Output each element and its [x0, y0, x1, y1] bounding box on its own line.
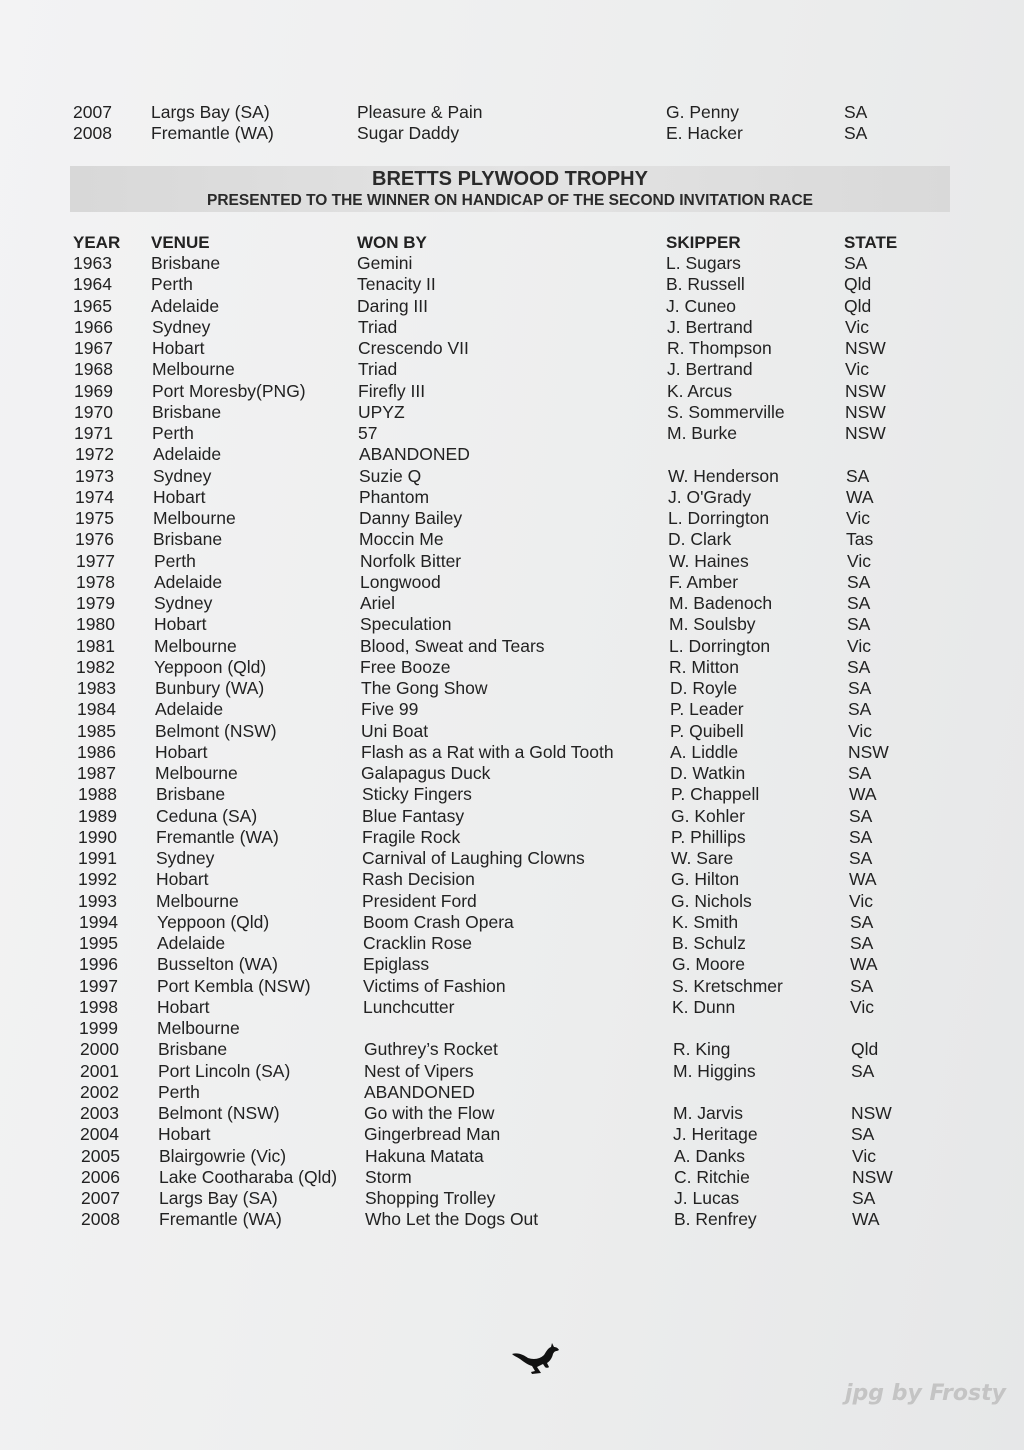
cell-state: Qld: [844, 295, 872, 316]
table-row: [0, 636, 1024, 657]
cell-state: SA: [844, 253, 868, 273]
table-row: [0, 1124, 1024, 1145]
cell-year: 2008: [73, 123, 112, 143]
cell-year: 1979: [76, 593, 115, 613]
cell-venue: Adelaide: [153, 444, 222, 465]
cell-won-by: Norfolk Bitter: [360, 550, 462, 571]
cell-venue: Belmont (NSW): [155, 720, 277, 741]
cell-venue: Belmont (NSW): [158, 1103, 280, 1123]
cell-skipper: G. Kohler: [671, 805, 745, 826]
cell-venue: Hobart: [157, 996, 210, 1017]
cell-year: 1980: [76, 614, 115, 635]
cell-year: 1963: [73, 253, 112, 273]
cell-venue: Adelaide: [151, 295, 220, 316]
cell-state: SA: [844, 123, 868, 143]
cell-skipper: S. Sommerville: [667, 401, 785, 422]
cell-won-by: Gingerbread Man: [364, 1124, 501, 1145]
cell-skipper: M. Burke: [667, 423, 738, 443]
table-row: [0, 721, 1024, 742]
cell-venue: Melbourne: [156, 890, 239, 911]
cell-year: 1978: [76, 571, 115, 592]
cell-won-by: Uni Boat: [361, 720, 429, 741]
cell-venue: Melbourne: [152, 359, 235, 380]
cell-won-by: Cracklin Rose: [363, 933, 472, 953]
cell-state: SA: [851, 1124, 875, 1145]
cell-won-by: Longwood: [360, 571, 441, 592]
cell-state: WA: [846, 486, 874, 507]
cell-year: 1989: [78, 805, 117, 826]
cell-won-by: Hakuna Matata: [365, 1145, 484, 1166]
cell-state: SA: [846, 465, 870, 486]
cell-state: WA: [850, 954, 878, 975]
cell-venue: Fremantle (WA): [156, 826, 279, 847]
cell-year: 1998: [79, 996, 118, 1017]
cell-state: NSW: [851, 1103, 892, 1123]
cell-state: Vic: [849, 890, 873, 911]
cell-venue: Port Kembla (NSW): [157, 975, 311, 996]
table-row: [0, 1039, 1024, 1060]
cell-skipper: J. Bertrand: [667, 359, 753, 380]
table-row: [0, 1188, 1024, 1209]
cell-year: 1997: [79, 975, 118, 996]
cell-skipper: F. Amber: [669, 571, 739, 592]
cell-venue: Port Moresby(PNG): [152, 380, 306, 401]
header-venue: VENUE: [151, 233, 210, 252]
cell-skipper: W. Haines: [669, 550, 749, 571]
cell-year: 1968: [74, 359, 113, 380]
cell-year: 2005: [81, 1145, 120, 1166]
table-row: [0, 869, 1024, 890]
table-row: [0, 763, 1024, 784]
cell-venue: Sydney: [153, 465, 212, 486]
cell-won-by: Free Booze: [360, 656, 451, 677]
cell-year: 1965: [73, 295, 112, 316]
cell-won-by: Blue Fantasy: [362, 805, 465, 826]
cell-year: 2002: [80, 1081, 119, 1102]
cell-venue: Melbourne: [157, 1018, 240, 1038]
header-year: YEAR: [73, 233, 121, 252]
cell-won-by: The Gong Show: [361, 678, 488, 698]
table-row: [0, 381, 1024, 402]
cell-skipper: L. Dorrington: [668, 508, 770, 528]
table-row: [0, 1018, 1024, 1039]
cell-skipper: P. Quibell: [670, 720, 744, 741]
cell-year: 1986: [77, 741, 116, 762]
cell-year: 1970: [74, 401, 113, 422]
cell-won-by: Galapagus Duck: [361, 763, 491, 783]
table-row: [0, 912, 1024, 933]
table-row: [0, 317, 1024, 338]
cell-venue: Ceduna (SA): [156, 805, 258, 826]
cell-skipper: R. Thompson: [667, 338, 772, 358]
cell-state: SA: [850, 911, 874, 932]
cell-won-by: Speculation: [360, 614, 452, 635]
table-row: [0, 253, 1024, 274]
cell-won-by: Sticky Fingers: [362, 784, 472, 805]
cell-state: SA: [848, 763, 872, 783]
cell-won-by: Lunchcutter: [363, 996, 455, 1017]
cell-venue: Perth: [151, 274, 193, 295]
cell-won-by: UPYZ: [358, 401, 405, 422]
cell-won-by: Five 99: [361, 699, 419, 720]
kangaroo-icon: [508, 1340, 568, 1380]
cell-year: 2004: [80, 1124, 119, 1145]
cell-skipper: E. Hacker: [666, 123, 743, 143]
cell-venue: Hobart: [155, 741, 208, 762]
cell-venue: Fremantle (WA): [159, 1209, 282, 1230]
cell-year: 1972: [75, 444, 114, 465]
cell-state: SA: [849, 848, 873, 868]
cell-skipper: J. Lucas: [674, 1188, 740, 1208]
cell-state: SA: [848, 678, 872, 698]
cell-venue: Brisbane: [153, 529, 223, 550]
cell-year: 1990: [78, 826, 117, 847]
trophy-banner: [70, 166, 950, 212]
cell-state: NSW: [848, 741, 889, 762]
cell-won-by: Go with the Flow: [364, 1103, 495, 1123]
cell-won-by: Nest of Vipers: [364, 1060, 474, 1081]
cell-skipper: K. Arcus: [667, 380, 733, 401]
cell-venue: Port Lincoln (SA): [158, 1060, 291, 1081]
cell-state: SA: [850, 975, 874, 996]
cell-year: 1967: [74, 338, 113, 358]
cell-won-by: ABANDONED: [359, 444, 470, 465]
cell-venue: Hobart: [156, 869, 209, 890]
cell-won-by: Fragile Rock: [362, 826, 461, 847]
cell-won-by: Rash Decision: [362, 869, 475, 890]
cell-venue: Brisbane: [158, 1039, 228, 1060]
cell-state: WA: [849, 869, 877, 890]
cell-state: SA: [847, 614, 871, 635]
trophy-title: BRETTS PLYWOOD TROPHY: [372, 168, 648, 190]
cell-won-by: Blood, Sweat and Tears: [360, 635, 545, 656]
cell-venue: Bunbury (WA): [155, 678, 265, 698]
table-row: [0, 742, 1024, 763]
cell-skipper: W. Henderson: [668, 465, 779, 486]
table-row: [0, 593, 1024, 614]
table-row: [0, 296, 1024, 317]
cell-state: Vic: [845, 359, 869, 380]
cell-skipper: R. Mitton: [669, 656, 740, 677]
cell-venue: Brisbane: [151, 253, 221, 273]
cell-year: 1977: [76, 550, 115, 571]
cell-skipper: G. Hilton: [671, 869, 740, 890]
cell-skipper: W. Sare: [671, 848, 734, 868]
cell-skipper: D. Watkin: [670, 763, 746, 783]
cell-venue: Largs Bay (SA): [159, 1188, 278, 1208]
cell-year: 1983: [77, 678, 116, 698]
cell-year: 1988: [78, 784, 117, 805]
trophy-subtitle: PRESENTED TO THE WINNER ON HANDICAP OF THE SECOND INVITATION RACE: [207, 192, 813, 209]
cell-year: 1987: [77, 763, 116, 783]
cell-year: 1976: [75, 529, 114, 550]
table-row: [0, 508, 1024, 529]
cell-venue: Adelaide: [154, 571, 223, 592]
cell-won-by: ABANDONED: [364, 1081, 475, 1102]
cell-year: 1969: [74, 380, 113, 401]
cell-year: 1991: [78, 848, 117, 868]
cell-year: 1966: [74, 316, 113, 337]
cell-state: WA: [849, 784, 877, 805]
table-row: [0, 444, 1024, 465]
cell-skipper: P. Chappell: [671, 784, 760, 805]
cell-skipper: K. Smith: [672, 911, 739, 932]
cell-state: WA: [852, 1209, 880, 1230]
cell-year: 2008: [81, 1209, 120, 1230]
table-row: [0, 891, 1024, 912]
cell-skipper: P. Phillips: [671, 826, 746, 847]
cell-won-by: Firefly III: [358, 380, 426, 401]
cell-venue: Hobart: [153, 486, 206, 507]
cell-state: SA: [849, 805, 873, 826]
cell-won-by: Shopping Trolley: [365, 1188, 496, 1208]
cell-won-by: Pleasure & Pain: [357, 102, 483, 122]
cell-won-by: 57: [358, 423, 378, 443]
cell-state: Vic: [848, 720, 872, 741]
cell-skipper: C. Ritchie: [674, 1166, 750, 1187]
cell-venue: Blairgowrie (Vic): [159, 1145, 287, 1166]
cell-state: Vic: [850, 996, 874, 1017]
cell-skipper: L. Sugars: [666, 253, 741, 273]
cell-skipper: J. Heritage: [673, 1124, 758, 1145]
cell-year: 1973: [75, 465, 114, 486]
table-row: [0, 976, 1024, 997]
table-row: [0, 614, 1024, 635]
cell-venue: Hobart: [154, 614, 207, 635]
cell-won-by: Phantom: [359, 486, 430, 507]
cell-state: Vic: [847, 550, 871, 571]
cell-year: 1999: [79, 1018, 118, 1038]
cell-skipper: M. Higgins: [673, 1060, 756, 1081]
table-row: [0, 402, 1024, 423]
table-row: [0, 487, 1024, 508]
table-header: [0, 233, 1024, 255]
cell-won-by: Daring III: [357, 295, 428, 316]
table-row: [0, 359, 1024, 380]
cell-venue: Sydney: [152, 316, 211, 337]
cell-won-by: Ariel: [360, 593, 396, 613]
cell-year: 2007: [73, 102, 112, 122]
cell-won-by: Victims of Fashion: [363, 975, 506, 996]
table-row: [0, 997, 1024, 1018]
cell-venue: Hobart: [158, 1124, 211, 1145]
cell-skipper: P. Leader: [670, 699, 744, 720]
table-row: [0, 1146, 1024, 1167]
cell-state: SA: [851, 1060, 875, 1081]
cell-skipper: B. Schulz: [672, 933, 746, 953]
table-row: [0, 678, 1024, 699]
cell-state: SA: [847, 593, 871, 613]
table-row: [0, 1103, 1024, 1124]
cell-year: 1992: [78, 869, 117, 890]
cell-skipper: M. Soulsby: [669, 614, 756, 635]
cell-venue: Brisbane: [152, 401, 222, 422]
cell-year: 1985: [77, 720, 116, 741]
cell-state: NSW: [845, 380, 886, 401]
cell-skipper: J. Cuneo: [666, 295, 737, 316]
table-row: [0, 1209, 1024, 1230]
cell-state: NSW: [845, 423, 886, 443]
cell-won-by: Epiglass: [363, 954, 430, 975]
table-row: [0, 806, 1024, 827]
table-row: [0, 123, 1024, 144]
cell-state: SA: [849, 826, 873, 847]
table-row: [0, 657, 1024, 678]
cell-skipper: A. Liddle: [670, 741, 739, 762]
cell-skipper: J. O'Grady: [668, 486, 752, 507]
cell-year: 2007: [81, 1188, 120, 1208]
cell-venue: Fremantle (WA): [151, 123, 274, 143]
cell-skipper: G. Moore: [672, 954, 745, 975]
cell-skipper: A. Danks: [674, 1145, 745, 1166]
cell-won-by: Triad: [358, 316, 398, 337]
cell-venue: Largs Bay (SA): [151, 102, 270, 122]
cell-venue: Yeppoon (Qld): [157, 911, 270, 932]
cell-state: NSW: [845, 401, 886, 422]
cell-won-by: Crescendo VII: [358, 338, 469, 358]
cell-year: 1996: [79, 954, 118, 975]
cell-state: NSW: [845, 338, 886, 358]
cell-state: Qld: [844, 274, 872, 295]
cell-state: Vic: [846, 508, 870, 528]
cell-venue: Perth: [154, 550, 196, 571]
table-row: [0, 933, 1024, 954]
cell-venue: Busselton (WA): [157, 954, 278, 975]
table-row: [0, 1082, 1024, 1103]
table-row: [0, 1167, 1024, 1188]
cell-state: SA: [848, 699, 872, 720]
cell-year: 1981: [76, 635, 115, 656]
cell-venue: Lake Cootharaba (Qld): [159, 1166, 338, 1187]
cell-won-by: Gemini: [357, 253, 413, 273]
cell-skipper: J. Bertrand: [667, 316, 753, 337]
cell-state: SA: [847, 656, 871, 677]
cell-skipper: G. Nichols: [671, 890, 752, 911]
cell-won-by: Who Let the Dogs Out: [365, 1209, 539, 1230]
cell-venue: Sydney: [156, 848, 215, 868]
watermark: jpg by Frosty: [845, 1381, 1006, 1406]
cell-venue: Hobart: [152, 338, 205, 358]
cell-year: 2000: [80, 1039, 119, 1060]
table-row: [0, 466, 1024, 487]
cell-skipper: D. Royle: [670, 678, 738, 698]
cell-venue: Melbourne: [154, 635, 237, 656]
cell-won-by: President Ford: [362, 890, 477, 911]
cell-year: 1971: [74, 423, 113, 443]
cell-venue: Melbourne: [155, 763, 238, 783]
cell-year: 1964: [73, 274, 112, 295]
cell-skipper: L. Dorrington: [669, 635, 771, 656]
cell-state: Tas: [846, 529, 874, 550]
cell-skipper: K. Dunn: [672, 996, 736, 1017]
cell-skipper: S. Kretschmer: [672, 975, 783, 996]
cell-state: Vic: [852, 1145, 876, 1166]
cell-skipper: D. Clark: [668, 529, 732, 550]
cell-year: 1975: [75, 508, 114, 528]
cell-won-by: Sugar Daddy: [357, 123, 460, 143]
table-row: [0, 699, 1024, 720]
cell-skipper: M. Badenoch: [669, 593, 773, 613]
cell-venue: Melbourne: [153, 508, 236, 528]
table-row: [0, 529, 1024, 550]
cell-venue: Yeppoon (Qld): [154, 656, 267, 677]
table-row: [0, 423, 1024, 444]
cell-state: SA: [844, 102, 868, 122]
cell-won-by: Danny Bailey: [359, 508, 463, 528]
header-state: STATE: [844, 233, 898, 252]
cell-state: SA: [852, 1188, 876, 1208]
cell-year: 2001: [80, 1060, 119, 1081]
cell-skipper: B. Renfrey: [674, 1209, 757, 1230]
table-row: [0, 848, 1024, 869]
cell-year: 2006: [81, 1166, 120, 1187]
table-row: [0, 784, 1024, 805]
cell-venue: Brisbane: [156, 784, 226, 805]
cell-won-by: Carnival of Laughing Clowns: [362, 848, 585, 868]
table-row: [0, 551, 1024, 572]
cell-won-by: Moccin Me: [359, 529, 444, 550]
cell-venue: Sydney: [154, 593, 213, 613]
cell-venue: Adelaide: [157, 933, 226, 953]
cell-state: SA: [850, 933, 874, 953]
table-row: [0, 338, 1024, 359]
cell-won-by: Flash as a Rat with a Gold Tooth: [361, 741, 614, 762]
table-row: [0, 572, 1024, 593]
cell-venue: Perth: [158, 1081, 200, 1102]
cell-state: SA: [847, 571, 871, 592]
table-row: [0, 1061, 1024, 1082]
cell-skipper: R. King: [673, 1039, 731, 1060]
cell-year: 1982: [76, 656, 115, 677]
cell-state: Qld: [851, 1039, 879, 1060]
cell-skipper: G. Penny: [666, 102, 739, 122]
cell-won-by: Triad: [358, 359, 398, 380]
table-row: [0, 827, 1024, 848]
cell-won-by: Suzie Q: [359, 465, 422, 486]
table-row: [0, 954, 1024, 975]
cell-year: 1993: [78, 890, 117, 911]
table-row: [0, 102, 1024, 123]
table-row: [0, 274, 1024, 295]
cell-won-by: Storm: [365, 1166, 412, 1187]
cell-year: 1974: [75, 486, 114, 507]
cell-year: 1994: [79, 911, 118, 932]
cell-state: Vic: [845, 316, 869, 337]
cell-won-by: Tenacity II: [357, 274, 436, 295]
cell-won-by: Guthrey’s Rocket: [364, 1039, 498, 1060]
cell-venue: Perth: [152, 423, 194, 443]
cell-year: 1984: [77, 699, 116, 720]
cell-state: Vic: [847, 635, 871, 656]
cell-skipper: M. Jarvis: [673, 1103, 743, 1123]
cell-year: 1995: [79, 933, 118, 953]
cell-venue: Adelaide: [155, 699, 224, 720]
cell-state: NSW: [852, 1166, 893, 1187]
cell-year: 2003: [80, 1103, 119, 1123]
header-skipper: SKIPPER: [666, 233, 741, 252]
cell-won-by: Boom Crash Opera: [363, 911, 514, 932]
cell-skipper: B. Russell: [666, 274, 745, 295]
header-won-by: WON BY: [357, 233, 427, 252]
